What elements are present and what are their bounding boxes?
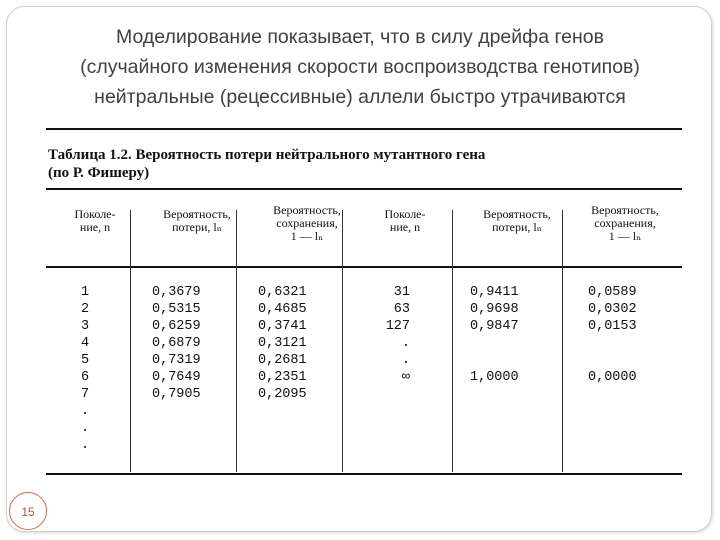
table-cell: 0,9847 xyxy=(470,319,519,334)
column-generation-left xyxy=(80,284,90,454)
table-cell: 0,7319 xyxy=(152,353,201,368)
table-cell: 0,0153 xyxy=(588,319,637,334)
table-cell: 1 xyxy=(80,285,90,300)
column-keep-left xyxy=(258,284,307,403)
column-loss-left xyxy=(152,284,201,403)
table-cell: 0,0302 xyxy=(588,302,637,317)
table-caption xyxy=(48,146,485,182)
table-cell xyxy=(470,352,519,369)
header-loss-left: Вероятность, потери, lₙ xyxy=(163,207,231,234)
table-cell xyxy=(588,335,637,352)
table-cell: 0,3679 xyxy=(152,285,201,300)
header-generation-right: Поколе- ние, n xyxy=(384,207,426,234)
table-cell: 127 xyxy=(385,319,410,334)
title-line: Моделирование показывает, что в силу дрейфа генов xyxy=(116,26,604,48)
column-divider xyxy=(562,210,563,472)
table-cell: . xyxy=(401,336,410,351)
table-cell: 0,9698 xyxy=(470,302,519,317)
table-cell: 0,5315 xyxy=(152,302,201,317)
table-cell: 0,2351 xyxy=(258,370,307,385)
table-cell: 31 xyxy=(393,285,410,300)
table-cell: 1,0000 xyxy=(470,370,519,385)
table-cell: 3 xyxy=(80,319,90,334)
column-loss-right xyxy=(470,284,519,386)
table-cell: 0,0589 xyxy=(588,285,637,300)
column-divider xyxy=(236,210,237,472)
table-cell: 0,3121 xyxy=(258,336,307,351)
table-cell: 0,7905 xyxy=(152,387,201,402)
table-cell xyxy=(470,335,519,352)
table-cell: 0,0000 xyxy=(588,370,637,385)
table-cell: 7 xyxy=(80,387,90,402)
caption-line: Таблица 1.2. Вероятность потери нейтрального мутантного гена xyxy=(48,147,486,163)
header-top-rule xyxy=(46,188,682,190)
slide-title xyxy=(30,22,690,112)
table-cell: 0,4685 xyxy=(258,302,307,317)
header-generation-left: Поколе- ние, n xyxy=(74,207,116,234)
scanned-table xyxy=(40,128,688,484)
column-generation-right xyxy=(376,284,410,386)
table-cell: 0,3741 xyxy=(258,319,307,334)
column-keep-right xyxy=(588,284,637,386)
table-cell: 6 xyxy=(80,370,90,385)
header-keep-right: Вероятность, сохранения, 1 — lₙ xyxy=(591,203,659,243)
table-cell: 0,6879 xyxy=(152,336,201,351)
table-cell: 0,7649 xyxy=(152,370,201,385)
caption-line: (по Р. Фишеру) xyxy=(48,165,150,181)
title-line: (случайного изменения скорости воспроизводства генотипов) xyxy=(80,56,640,78)
title-line: нейтральные (рецессивные) аллели быстро утрачиваются xyxy=(94,86,626,108)
table-cell: . xyxy=(80,421,90,436)
table-cell: . xyxy=(401,353,410,368)
column-divider xyxy=(452,210,453,472)
table-top-rule xyxy=(46,128,682,130)
table-cell: 4 xyxy=(80,336,90,351)
table-cell: 2 xyxy=(80,302,90,317)
header-bottom-rule xyxy=(46,266,682,268)
table-cell: 0,6321 xyxy=(258,285,307,300)
header-keep-left: Вероятность, сохранения, 1 — lₙ xyxy=(273,203,341,243)
table-cell: 0,2095 xyxy=(258,387,307,402)
column-divider xyxy=(342,210,343,472)
header-loss-right: Вероятность, потери, lₙ xyxy=(483,207,551,234)
table-cell xyxy=(588,352,637,369)
table-cell: 0,2681 xyxy=(258,353,307,368)
page-number-badge: 15 xyxy=(9,492,47,530)
table-cell: 5 xyxy=(80,353,90,368)
table-cell: . xyxy=(80,438,90,453)
table-bottom-rule xyxy=(46,473,682,475)
table-cell: 63 xyxy=(393,302,410,317)
column-divider xyxy=(130,210,131,472)
table-cell: 0,6259 xyxy=(152,319,201,334)
table-cell: ∞ xyxy=(401,370,410,385)
table-cell: . xyxy=(80,404,90,419)
table-cell: 0,9411 xyxy=(470,285,519,300)
